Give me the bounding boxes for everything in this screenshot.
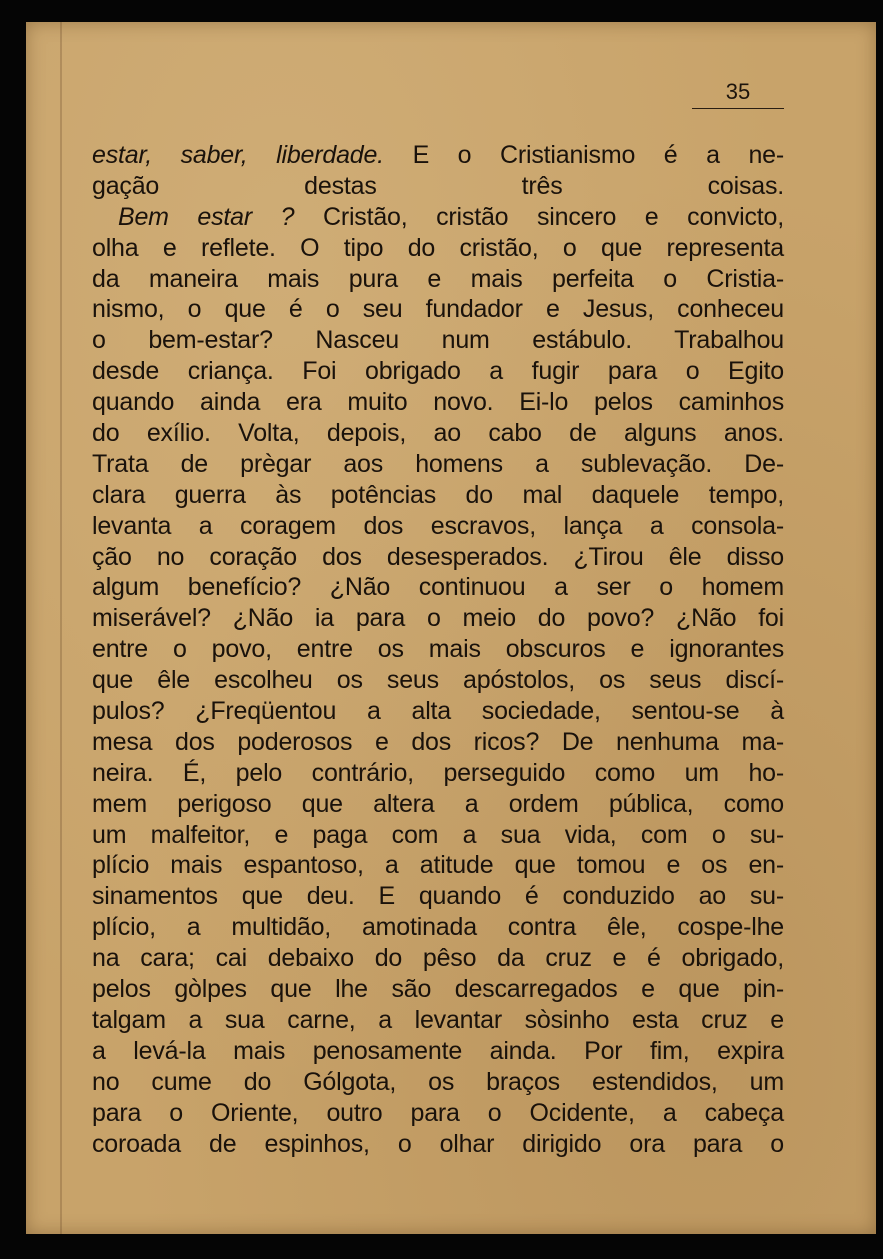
text-line	[92, 943, 784, 974]
text-line	[92, 1129, 784, 1160]
text-segment: plício, a multidão, amotinada contra êle, cospe-lhe	[92, 913, 784, 942]
text-segment: clara guerra às potências do mal daquele tempo,	[92, 480, 784, 509]
text-line	[92, 634, 784, 665]
text-line	[92, 603, 784, 634]
text-segment: desde criança. Foi obrigado a fugir para o Egito	[92, 357, 784, 386]
page-number: 35	[692, 78, 784, 109]
text-line	[92, 202, 784, 233]
text-segment: pulos? ¿Freqüentou a alta sociedade, sentou-se à	[92, 697, 784, 726]
text-line	[92, 140, 784, 171]
text-line	[92, 171, 784, 202]
text-segment: neira. É, pelo contrário, perseguido como um ho-	[92, 758, 784, 787]
text-segment: pelos gòlpes que lhe são descarregados e que pin-	[92, 975, 784, 1004]
text-segment: gação destas três coisas.	[92, 171, 784, 200]
text-line	[92, 449, 784, 480]
text-segment: Cristão, cristão sincero e convicto,	[294, 202, 784, 231]
text-line	[92, 325, 784, 356]
text-segment: para o Oriente, outro para o Ocidente, a cabeça	[92, 1098, 784, 1127]
text-line	[92, 696, 784, 727]
text-segment: nismo, o que é o seu fundador e Jesus, conheceu	[92, 295, 784, 324]
italic-text: Bem estar ?	[118, 202, 295, 231]
text-line	[92, 974, 784, 1005]
text-line	[92, 387, 784, 418]
text-segment: na cara; cai debaixo do pêso da cruz e é obrigado,	[92, 944, 784, 973]
text-line	[92, 264, 784, 295]
text-line	[92, 912, 784, 943]
text-segment: no cume do Gólgota, os braços estendidos, um	[92, 1067, 784, 1096]
text-segment: algum benefício? ¿Não continuou a ser o homem	[92, 573, 784, 602]
text-line	[92, 233, 784, 264]
text-segment: do exílio. Volta, depois, ao cabo de alguns anos.	[92, 419, 784, 448]
text-segment: levanta a coragem dos escravos, lança a consola-	[92, 511, 784, 540]
text-line	[92, 789, 784, 820]
text-segment: E o Cristianismo é a ne-	[383, 141, 784, 169]
page-gutter	[60, 22, 62, 1234]
text-line	[92, 542, 784, 573]
text-segment: miserável? ¿Não ia para o meio do povo? ¿Não foi	[92, 604, 784, 633]
text-segment: olha e reflete. O tipo do cristão, o que representa	[92, 233, 784, 262]
text-line	[92, 727, 784, 758]
text-line	[92, 758, 784, 789]
text-line	[92, 480, 784, 511]
text-segment: mesa dos poderosos e dos ricos? De nenhuma ma-	[92, 727, 784, 756]
text-line	[92, 665, 784, 696]
text-segment: ção no coração dos desesperados. ¿Tirou êle disso	[92, 542, 784, 571]
text-line	[92, 511, 784, 542]
text-line	[92, 1036, 784, 1067]
text-line	[92, 418, 784, 449]
text-segment: que êle escolheu os seus apóstolos, os seus discí-	[92, 666, 784, 695]
text-segment: Trata de prègar aos homens a sublevação. De-	[92, 449, 784, 478]
text-segment: a levá-la mais penosamente ainda. Por fim, expira	[92, 1036, 784, 1065]
text-line	[92, 820, 784, 851]
body-text	[92, 140, 784, 1159]
text-line	[92, 572, 784, 603]
text-line	[92, 1067, 784, 1098]
text-line	[92, 881, 784, 912]
text-segment: da maneira mais pura e mais perfeita o Cristia-	[92, 264, 784, 293]
text-segment: um malfeitor, e paga com a sua vida, com o su-	[92, 820, 784, 849]
text-segment: sinamentos que deu. E quando é conduzido ao su-	[92, 882, 784, 911]
text-segment: entre o povo, entre os mais obscuros e ignorantes	[92, 635, 784, 664]
text-segment: o bem-estar? Nasceu num estábulo. Trabalhou	[92, 326, 784, 355]
text-segment: plício mais espantoso, a atitude que tomou e os en-	[92, 851, 784, 880]
text-line	[92, 1005, 784, 1036]
text-segment: quando ainda era muito novo. Ei-lo pelos caminhos	[92, 388, 784, 417]
italic-text: estar, saber, liberdade.	[92, 141, 384, 169]
text-line	[92, 294, 784, 325]
text-segment: talgam a sua carne, a levantar sòsinho esta cruz e	[92, 1005, 784, 1034]
text-line	[92, 356, 784, 387]
text-line	[92, 850, 784, 881]
text-segment: coroada de espinhos, o olhar dirigido ora para o	[92, 1129, 784, 1158]
text-line	[92, 1098, 784, 1129]
text-segment: mem perigoso que altera a ordem pública, como	[92, 789, 784, 818]
